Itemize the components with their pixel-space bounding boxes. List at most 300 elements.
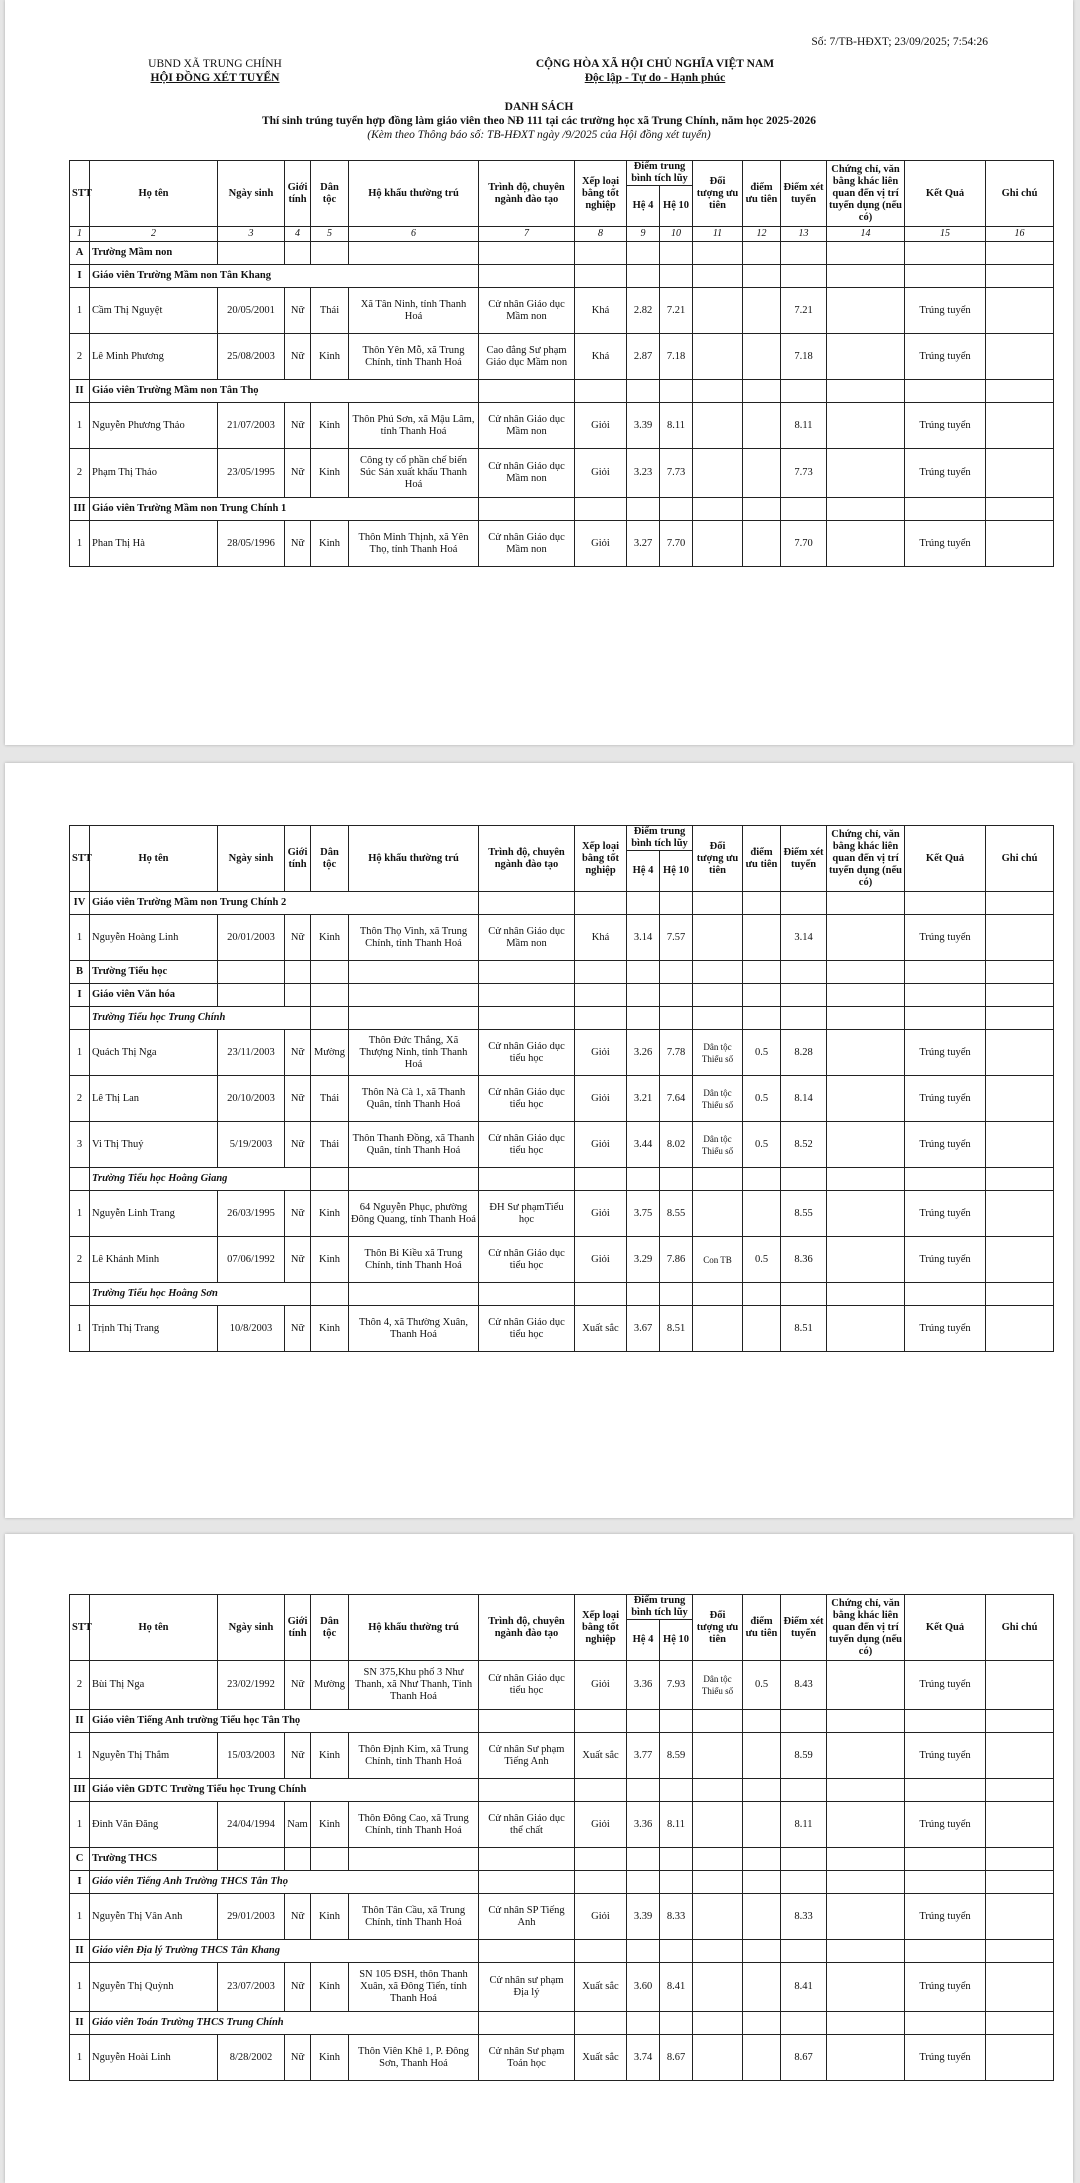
col-index: 8 xyxy=(575,227,627,242)
cell-note xyxy=(986,1661,1054,1710)
col-header-address: Hộ khẩu thường trú xyxy=(349,1595,479,1661)
col-header-degree: Trình độ, chuyên ngành đào tạo xyxy=(479,826,575,892)
cell-gpa10: 7.93 xyxy=(660,1661,693,1710)
cell-result: Trúng tuyển xyxy=(905,449,986,498)
col-header-score: Điểm xét tuyển xyxy=(781,161,827,227)
cell-stt: 2 xyxy=(70,449,90,498)
cell-address: Thôn Định Kim, xã Trung Chính, tỉnh Thanh Hoá xyxy=(349,1733,479,1779)
cell-priority-points xyxy=(743,1963,781,2012)
national-heading xyxy=(505,57,805,85)
cell-result: Trúng tuyển xyxy=(905,1661,986,1710)
document-page-2 xyxy=(5,763,1073,1518)
table-row xyxy=(70,1963,1054,2012)
col-header-priority-points: điểm ưu tiên xyxy=(743,826,781,892)
col-header-gpa10: Hệ 10 xyxy=(660,851,693,892)
cell-gpa10: 7.57 xyxy=(660,915,693,961)
cell-address: Thôn 4, xã Thường Xuân, Thanh Hoá xyxy=(349,1306,479,1352)
table-row xyxy=(70,521,1054,567)
cell-gpa4: 2.82 xyxy=(627,288,660,334)
cell-rank: Giỏi xyxy=(575,1076,627,1122)
section-label: Giáo viên Trường Mầm non Trung Chính 1 xyxy=(90,498,479,521)
cell-score: 8.67 xyxy=(781,2035,827,2081)
section-code: IV xyxy=(70,892,90,915)
cell-cert xyxy=(827,1076,905,1122)
col-header-ethnic: Dân tộc xyxy=(311,1595,349,1661)
section-label: Trường Tiểu học xyxy=(90,961,218,984)
cell-priority-points xyxy=(743,1191,781,1237)
cell-priority xyxy=(693,2035,743,2081)
column-index-row xyxy=(70,227,1054,242)
section-code: II xyxy=(70,1940,90,1963)
col-header-ethnic: Dân tộc xyxy=(311,161,349,227)
cell-gpa4: 3.75 xyxy=(627,1191,660,1237)
cell-ethnic: Kinh xyxy=(311,1802,349,1848)
col-header-gpa10: Hệ 10 xyxy=(660,186,693,227)
col-header-cert: Chứng chỉ, văn bằng khác liên quan đến vị trí tuyển dụng (nếu có) xyxy=(827,1595,905,1661)
table-row xyxy=(70,1802,1054,1848)
cell-address: Thôn Thọ Vinh, xã Trung Chính, tỉnh Thanh Hoá xyxy=(349,915,479,961)
section-code: II xyxy=(70,2012,90,2035)
col-index: 13 xyxy=(781,227,827,242)
col-header-degree: Trình độ, chuyên ngành đào tạo xyxy=(479,161,575,227)
cell-gpa10: 7.21 xyxy=(660,288,693,334)
cell-address: Thôn Tân Cầu, xã Trung Chính, tỉnh Thanh Hoá xyxy=(349,1894,479,1940)
section-label: Giáo viên Văn hóa xyxy=(90,984,218,1007)
section-row xyxy=(70,242,1054,265)
cell-gpa10: 7.78 xyxy=(660,1030,693,1076)
cell-cert xyxy=(827,1661,905,1710)
col-header-score: Điểm xét tuyển xyxy=(781,1595,827,1661)
cell-address: Thôn Yên Mỗ, xã Trung Chính, tỉnh Thanh Hoá xyxy=(349,334,479,380)
section-label: Giáo viên Trường Mầm non Tân Khang xyxy=(90,265,479,288)
cell-degree: Cử nhân Giáo dục tiểu học xyxy=(479,1237,575,1283)
cell-gpa10: 7.64 xyxy=(660,1076,693,1122)
cell-priority-points xyxy=(743,1733,781,1779)
col-header-priority: Đối tượng ưu tiên xyxy=(693,1595,743,1661)
cell-address: 64 Nguyễn Phục, phường Đông Quang, tỉnh Thanh Hoá xyxy=(349,1191,479,1237)
col-header-gpa: Điểm trung bình tích lũy xyxy=(627,1595,693,1620)
cell-dob: 5/19/2003 xyxy=(218,1122,285,1168)
cell-gender: Nữ xyxy=(285,1122,311,1168)
section-row xyxy=(70,1848,1054,1871)
cell-priority-points xyxy=(743,1802,781,1848)
cell-ethnic: Kinh xyxy=(311,1963,349,2012)
cell-note xyxy=(986,1894,1054,1940)
cell-score: 8.28 xyxy=(781,1030,827,1076)
col-header-note: Ghi chú xyxy=(986,826,1054,892)
cell-gpa10: 8.02 xyxy=(660,1122,693,1168)
cell-note xyxy=(986,334,1054,380)
cell-address: Thôn Thanh Đồng, xã Thanh Quân, tỉnh Thanh Hoá xyxy=(349,1122,479,1168)
section-row xyxy=(70,961,1054,984)
cell-name: Phạm Thị Thảo xyxy=(90,449,218,498)
cell-name: Trịnh Thị Trang xyxy=(90,1306,218,1352)
cell-stt: 1 xyxy=(70,1030,90,1076)
cell-rank: Khá xyxy=(575,288,627,334)
cell-name: Nguyễn Hoài Linh xyxy=(90,2035,218,2081)
cell-degree: Cao đẳng Sư phạm Giáo dục Mầm non xyxy=(479,334,575,380)
cell-address: SN 105 ĐSH, thôn Thanh Xuân, xã Đông Tiến, tỉnh Thanh Hoá xyxy=(349,1963,479,2012)
section-code: II xyxy=(70,1710,90,1733)
cell-gender: Nữ xyxy=(285,1030,311,1076)
cell-cert xyxy=(827,288,905,334)
cell-gender: Nữ xyxy=(285,1191,311,1237)
subsection-row xyxy=(70,1168,1054,1191)
cell-priority-points xyxy=(743,334,781,380)
cell-stt: 1 xyxy=(70,2035,90,2081)
cell-gender: Nữ xyxy=(285,1733,311,1779)
cell-cert xyxy=(827,449,905,498)
document-number: Số: 7/TB-HĐXT; 23/09/2025; 7:54:26 xyxy=(811,36,988,48)
cell-name: Nguyễn Hoàng Linh xyxy=(90,915,218,961)
cell-priority xyxy=(693,1306,743,1352)
section-label: Giáo viên Tiếng Anh Trường THCS Tân Thọ xyxy=(90,1871,479,1894)
cell-priority: Con TB xyxy=(693,1237,743,1283)
col-index: 4 xyxy=(285,227,311,242)
cell-rank: Giỏi xyxy=(575,1661,627,1710)
cell-degree: Cử nhân Giáo dục Mầm non xyxy=(479,449,575,498)
section-row xyxy=(70,1871,1054,1894)
cell-result: Trúng tuyển xyxy=(905,521,986,567)
col-header-result: Kết Quả xyxy=(905,826,986,892)
cell-stt: 1 xyxy=(70,1963,90,2012)
cell-gender: Nữ xyxy=(285,449,311,498)
cell-gender: Nữ xyxy=(285,1076,311,1122)
cell-note xyxy=(986,1122,1054,1168)
cell-address: Thôn Nà Cà 1, xã Thanh Quân, tỉnh Thanh Hoá xyxy=(349,1076,479,1122)
cell-cert xyxy=(827,1963,905,2012)
table-row xyxy=(70,1306,1054,1352)
cell-gender: Nữ xyxy=(285,1237,311,1283)
section-label: Giáo viên Địa lý Trường THCS Tân Khang xyxy=(90,1940,479,1963)
cell-note xyxy=(986,1237,1054,1283)
col-header-stt: STT xyxy=(70,1595,90,1661)
cell-result: Trúng tuyển xyxy=(905,288,986,334)
col-header-gpa: Điểm trung bình tích lũy xyxy=(627,161,693,186)
cell-ethnic: Kinh xyxy=(311,449,349,498)
cell-priority: Dân tộc Thiểu số xyxy=(693,1661,743,1710)
subsection-row xyxy=(70,1007,1054,1030)
col-header-gpa4: Hệ 4 xyxy=(627,851,660,892)
cell-degree: Cử nhân Giáo dục thể chất xyxy=(479,1802,575,1848)
cell-stt: 2 xyxy=(70,1237,90,1283)
cell-name: Nguyễn Thị Thắm xyxy=(90,1733,218,1779)
document-title: DANH SÁCH xyxy=(504,101,574,113)
cell-gpa4: 3.14 xyxy=(627,915,660,961)
cell-gpa4: 3.27 xyxy=(627,521,660,567)
org-line-1: UBND XÃ TRUNG CHÍNH xyxy=(148,58,282,70)
table-row xyxy=(70,1191,1054,1237)
col-index: 11 xyxy=(693,227,743,242)
cell-degree: Cử nhân sư phạm Địa lý xyxy=(479,1963,575,2012)
cell-priority-points xyxy=(743,1306,781,1352)
cell-dob: 23/02/1992 xyxy=(218,1661,285,1710)
cell-gender: Nữ xyxy=(285,1894,311,1940)
cell-address: Thôn Minh Thịnh, xã Yên Thọ, tỉnh Thanh Hoá xyxy=(349,521,479,567)
cell-dob: 29/01/2003 xyxy=(218,1894,285,1940)
cell-address: Thôn Bi Kiều xã Trung Chính, tỉnh Thanh Hoá xyxy=(349,1237,479,1283)
table-row xyxy=(70,1733,1054,1779)
col-header-priority: Đối tượng ưu tiên xyxy=(693,161,743,227)
nation-line-1: CỘNG HÒA XÃ HỘI CHỦ NGHĨA VIỆT NAM xyxy=(535,58,775,70)
cell-gpa10: 8.33 xyxy=(660,1894,693,1940)
col-header-dob: Ngày sinh xyxy=(218,1595,285,1661)
cell-dob: 23/07/2003 xyxy=(218,1963,285,2012)
cell-score: 7.18 xyxy=(781,334,827,380)
cell-gpa10: 7.18 xyxy=(660,334,693,380)
results-table-page-3 xyxy=(69,1594,1054,2081)
cell-dob: 26/03/1995 xyxy=(218,1191,285,1237)
cell-priority-points: 0.5 xyxy=(743,1030,781,1076)
cell-score: 8.59 xyxy=(781,1733,827,1779)
cell-stt: 2 xyxy=(70,334,90,380)
cell-dob: 07/06/1992 xyxy=(218,1237,285,1283)
cell-cert xyxy=(827,1191,905,1237)
cell-priority xyxy=(693,521,743,567)
col-header-address: Hộ khẩu thường trú xyxy=(349,826,479,892)
cell-name: Lê Minh Phương xyxy=(90,334,218,380)
cell-gpa10: 8.41 xyxy=(660,1963,693,2012)
cell-result: Trúng tuyển xyxy=(905,403,986,449)
cell-result: Trúng tuyển xyxy=(905,1963,986,2012)
cell-note xyxy=(986,449,1054,498)
results-table-page-1 xyxy=(69,160,1054,567)
cell-result: Trúng tuyển xyxy=(905,1894,986,1940)
subsection-row xyxy=(70,1283,1054,1306)
cell-result: Trúng tuyển xyxy=(905,334,986,380)
cell-score: 8.52 xyxy=(781,1122,827,1168)
cell-dob: 24/04/1994 xyxy=(218,1802,285,1848)
cell-gender: Nữ xyxy=(285,288,311,334)
cell-stt: 1 xyxy=(70,1733,90,1779)
cell-priority xyxy=(693,1733,743,1779)
cell-address: Thôn Viên Khê 1, P. Đông Sơn, Thanh Hoá xyxy=(349,2035,479,2081)
cell-degree: ĐH Sư phạmTiểu học xyxy=(479,1191,575,1237)
col-header-stt: STT xyxy=(70,161,90,227)
cell-stt: 1 xyxy=(70,288,90,334)
cell-gender: Nữ xyxy=(285,915,311,961)
cell-ethnic: Thái xyxy=(311,288,349,334)
cell-result: Trúng tuyển xyxy=(905,1802,986,1848)
cell-gpa4: 3.23 xyxy=(627,449,660,498)
cell-degree: Cử nhân Giáo dục tiểu học xyxy=(479,1030,575,1076)
cell-rank: Giỏi xyxy=(575,1122,627,1168)
table-row xyxy=(70,288,1054,334)
cell-gpa4: 3.67 xyxy=(627,1306,660,1352)
cell-degree: Cử nhân Sư phạm Tiếng Anh xyxy=(479,1733,575,1779)
cell-stt: 1 xyxy=(70,1894,90,1940)
cell-gpa4: 3.21 xyxy=(627,1076,660,1122)
cell-name: Nguyễn Thị Quỳnh xyxy=(90,1963,218,2012)
col-header-name: Họ tên xyxy=(90,161,218,227)
cell-note xyxy=(986,1306,1054,1352)
cell-dob: 20/01/2003 xyxy=(218,915,285,961)
subsection-label: Trường Tiểu học Hoằng Giang xyxy=(90,1168,311,1191)
section-row xyxy=(70,1710,1054,1733)
col-header-note: Ghi chú xyxy=(986,161,1054,227)
cell-name: Cầm Thị Nguyệt xyxy=(90,288,218,334)
col-header-gpa10: Hệ 10 xyxy=(660,1620,693,1661)
section-code: C xyxy=(70,1848,90,1871)
cell-degree: Cử nhân Giáo dục Mầm non xyxy=(479,403,575,449)
cell-note xyxy=(986,521,1054,567)
cell-name: Nguyễn Linh Trang xyxy=(90,1191,218,1237)
section-label: Giáo viên GDTC Trường Tiểu học Trung Chính xyxy=(90,1779,479,1802)
col-header-gpa4: Hệ 4 xyxy=(627,1620,660,1661)
cell-dob: 21/07/2003 xyxy=(218,403,285,449)
cell-note xyxy=(986,1733,1054,1779)
cell-note xyxy=(986,1963,1054,2012)
cell-priority xyxy=(693,1894,743,1940)
cell-degree: Cử nhân Giáo dục tiểu học xyxy=(479,1661,575,1710)
document-page-1 xyxy=(5,0,1073,745)
cell-stt: 1 xyxy=(70,1306,90,1352)
cell-priority: Dân tộc Thiểu số xyxy=(693,1076,743,1122)
cell-priority-points: 0.5 xyxy=(743,1237,781,1283)
section-code: A xyxy=(70,242,90,265)
cell-result: Trúng tuyển xyxy=(905,1306,986,1352)
cell-address: Thôn Đức Thắng, Xã Thượng Ninh, tỉnh Thanh Hoá xyxy=(349,1030,479,1076)
cell-cert xyxy=(827,334,905,380)
cell-ethnic: Kinh xyxy=(311,915,349,961)
cell-stt: 1 xyxy=(70,521,90,567)
cell-note xyxy=(986,1076,1054,1122)
cell-gpa4: 2.87 xyxy=(627,334,660,380)
col-header-score: Điểm xét tuyển xyxy=(781,826,827,892)
cell-score: 8.51 xyxy=(781,1306,827,1352)
document-note: (Kèm theo Thông báo số: TB-HĐXT ngày /9/2025 của Hội đồng xét tuyển) xyxy=(367,129,711,141)
cell-gender: Nữ xyxy=(285,1661,311,1710)
org-line-2: HỘI ĐỒNG XÉT TUYỂN xyxy=(150,72,280,84)
cell-cert xyxy=(827,521,905,567)
cell-name: Nguyễn Phương Thảo xyxy=(90,403,218,449)
col-header-gender: Giới tính xyxy=(285,1595,311,1661)
results-table-page-2 xyxy=(69,825,1054,1352)
cell-gpa4: 3.60 xyxy=(627,1963,660,2012)
col-index: 1 xyxy=(70,227,90,242)
col-index: 9 xyxy=(627,227,660,242)
cell-degree: Cử nhân Giáo dục tiểu học xyxy=(479,1122,575,1168)
cell-priority: Dân tộc Thiểu số xyxy=(693,1030,743,1076)
cell-name: Quách Thị Nga xyxy=(90,1030,218,1076)
cell-ethnic: Thái xyxy=(311,1076,349,1122)
cell-cert xyxy=(827,1237,905,1283)
col-index: 6 xyxy=(349,227,479,242)
col-header-stt: STT xyxy=(70,826,90,892)
col-header-note: Ghi chú xyxy=(986,1595,1054,1661)
section-label: Trường THCS xyxy=(90,1848,218,1871)
cell-cert xyxy=(827,2035,905,2081)
table-row xyxy=(70,403,1054,449)
col-index: 3 xyxy=(218,227,285,242)
cell-priority xyxy=(693,1963,743,2012)
table-row xyxy=(70,1237,1054,1283)
cell-result: Trúng tuyển xyxy=(905,1076,986,1122)
col-header-priority-points: điểm ưu tiên xyxy=(743,1595,781,1661)
cell-gender: Nữ xyxy=(285,1306,311,1352)
cell-stt: 2 xyxy=(70,1661,90,1710)
cell-priority xyxy=(693,1802,743,1848)
section-label: Giáo viên Trường Mầm non Tân Thọ xyxy=(90,380,479,403)
issuing-organization xyxy=(115,57,315,85)
cell-dob: 23/05/1995 xyxy=(218,449,285,498)
cell-degree: Cử nhân Sư phạm Toán học xyxy=(479,2035,575,2081)
col-header-result: Kết Quả xyxy=(905,161,986,227)
cell-gender: Nữ xyxy=(285,334,311,380)
cell-name: Nguyễn Thị Vân Anh xyxy=(90,1894,218,1940)
cell-stt: 1 xyxy=(70,1191,90,1237)
cell-rank: Giỏi xyxy=(575,1802,627,1848)
table-row xyxy=(70,334,1054,380)
cell-gpa4: 3.26 xyxy=(627,1030,660,1076)
cell-priority xyxy=(693,449,743,498)
cell-gender: Nam xyxy=(285,1802,311,1848)
cell-score: 7.73 xyxy=(781,449,827,498)
cell-score: 8.11 xyxy=(781,403,827,449)
col-header-degree: Trình độ, chuyên ngành đào tạo xyxy=(479,1595,575,1661)
cell-cert xyxy=(827,1802,905,1848)
cell-gpa4: 3.39 xyxy=(627,403,660,449)
col-header-gender: Giới tính xyxy=(285,826,311,892)
document-subtitle: Thí sinh trúng tuyển hợp đồng làm giáo viên theo NĐ 111 tại các trường học xã Trung Chính, năm học 2025-2026 xyxy=(261,115,817,127)
cell-dob: 28/05/1996 xyxy=(218,521,285,567)
col-index: 7 xyxy=(479,227,575,242)
col-header-name: Họ tên xyxy=(90,826,218,892)
cell-degree: Cử nhân SP Tiếng Anh xyxy=(479,1894,575,1940)
cell-rank: Giỏi xyxy=(575,1894,627,1940)
section-row xyxy=(70,984,1054,1007)
cell-degree: Cử nhân Giáo dục tiểu học xyxy=(479,1306,575,1352)
col-index: 16 xyxy=(986,227,1054,242)
cell-ethnic: Kinh xyxy=(311,334,349,380)
col-header-ethnic: Dân tộc xyxy=(311,826,349,892)
cell-gpa10: 7.70 xyxy=(660,521,693,567)
document-page-3 xyxy=(5,1534,1073,2183)
cell-note xyxy=(986,1030,1054,1076)
cell-stt: 1 xyxy=(70,403,90,449)
col-header-dob: Ngày sinh xyxy=(218,161,285,227)
cell-degree: Cử nhân Giáo dục tiểu học xyxy=(479,1076,575,1122)
cell-priority-points xyxy=(743,2035,781,2081)
cell-priority-points xyxy=(743,403,781,449)
section-code: III xyxy=(70,498,90,521)
table-row xyxy=(70,2035,1054,2081)
cell-address: Công ty cổ phần chế biến Súc Sản xuất khẩu Thanh Hoá xyxy=(349,449,479,498)
cell-cert xyxy=(827,1306,905,1352)
cell-result: Trúng tuyển xyxy=(905,915,986,961)
nation-line-2: Độc lập - Tự do - Hạnh phúc xyxy=(584,72,726,84)
table-row xyxy=(70,1894,1054,1940)
cell-rank: Xuất sắc xyxy=(575,1306,627,1352)
section-code: II xyxy=(70,380,90,403)
cell-score: 8.43 xyxy=(781,1661,827,1710)
col-header-rank: Xếp loại bằng tốt nghiệp xyxy=(575,161,627,227)
document-title-block xyxy=(5,100,1073,142)
cell-gender: Nữ xyxy=(285,521,311,567)
cell-ethnic: Kinh xyxy=(311,1237,349,1283)
subsection-label: Trường Tiểu học Trung Chính xyxy=(90,1007,311,1030)
cell-score: 7.70 xyxy=(781,521,827,567)
cell-priority-points: 0.5 xyxy=(743,1122,781,1168)
col-header-result: Kết Quả xyxy=(905,1595,986,1661)
cell-rank: Xuất sắc xyxy=(575,1733,627,1779)
cell-degree: Cử nhân Giáo dục Mầm non xyxy=(479,288,575,334)
cell-score: 8.11 xyxy=(781,1802,827,1848)
cell-rank: Giỏi xyxy=(575,1237,627,1283)
section-label: Giáo viên Tiếng Anh trường Tiểu học Tân Thọ xyxy=(90,1710,479,1733)
section-row xyxy=(70,1779,1054,1802)
table-header-row xyxy=(70,161,1054,186)
